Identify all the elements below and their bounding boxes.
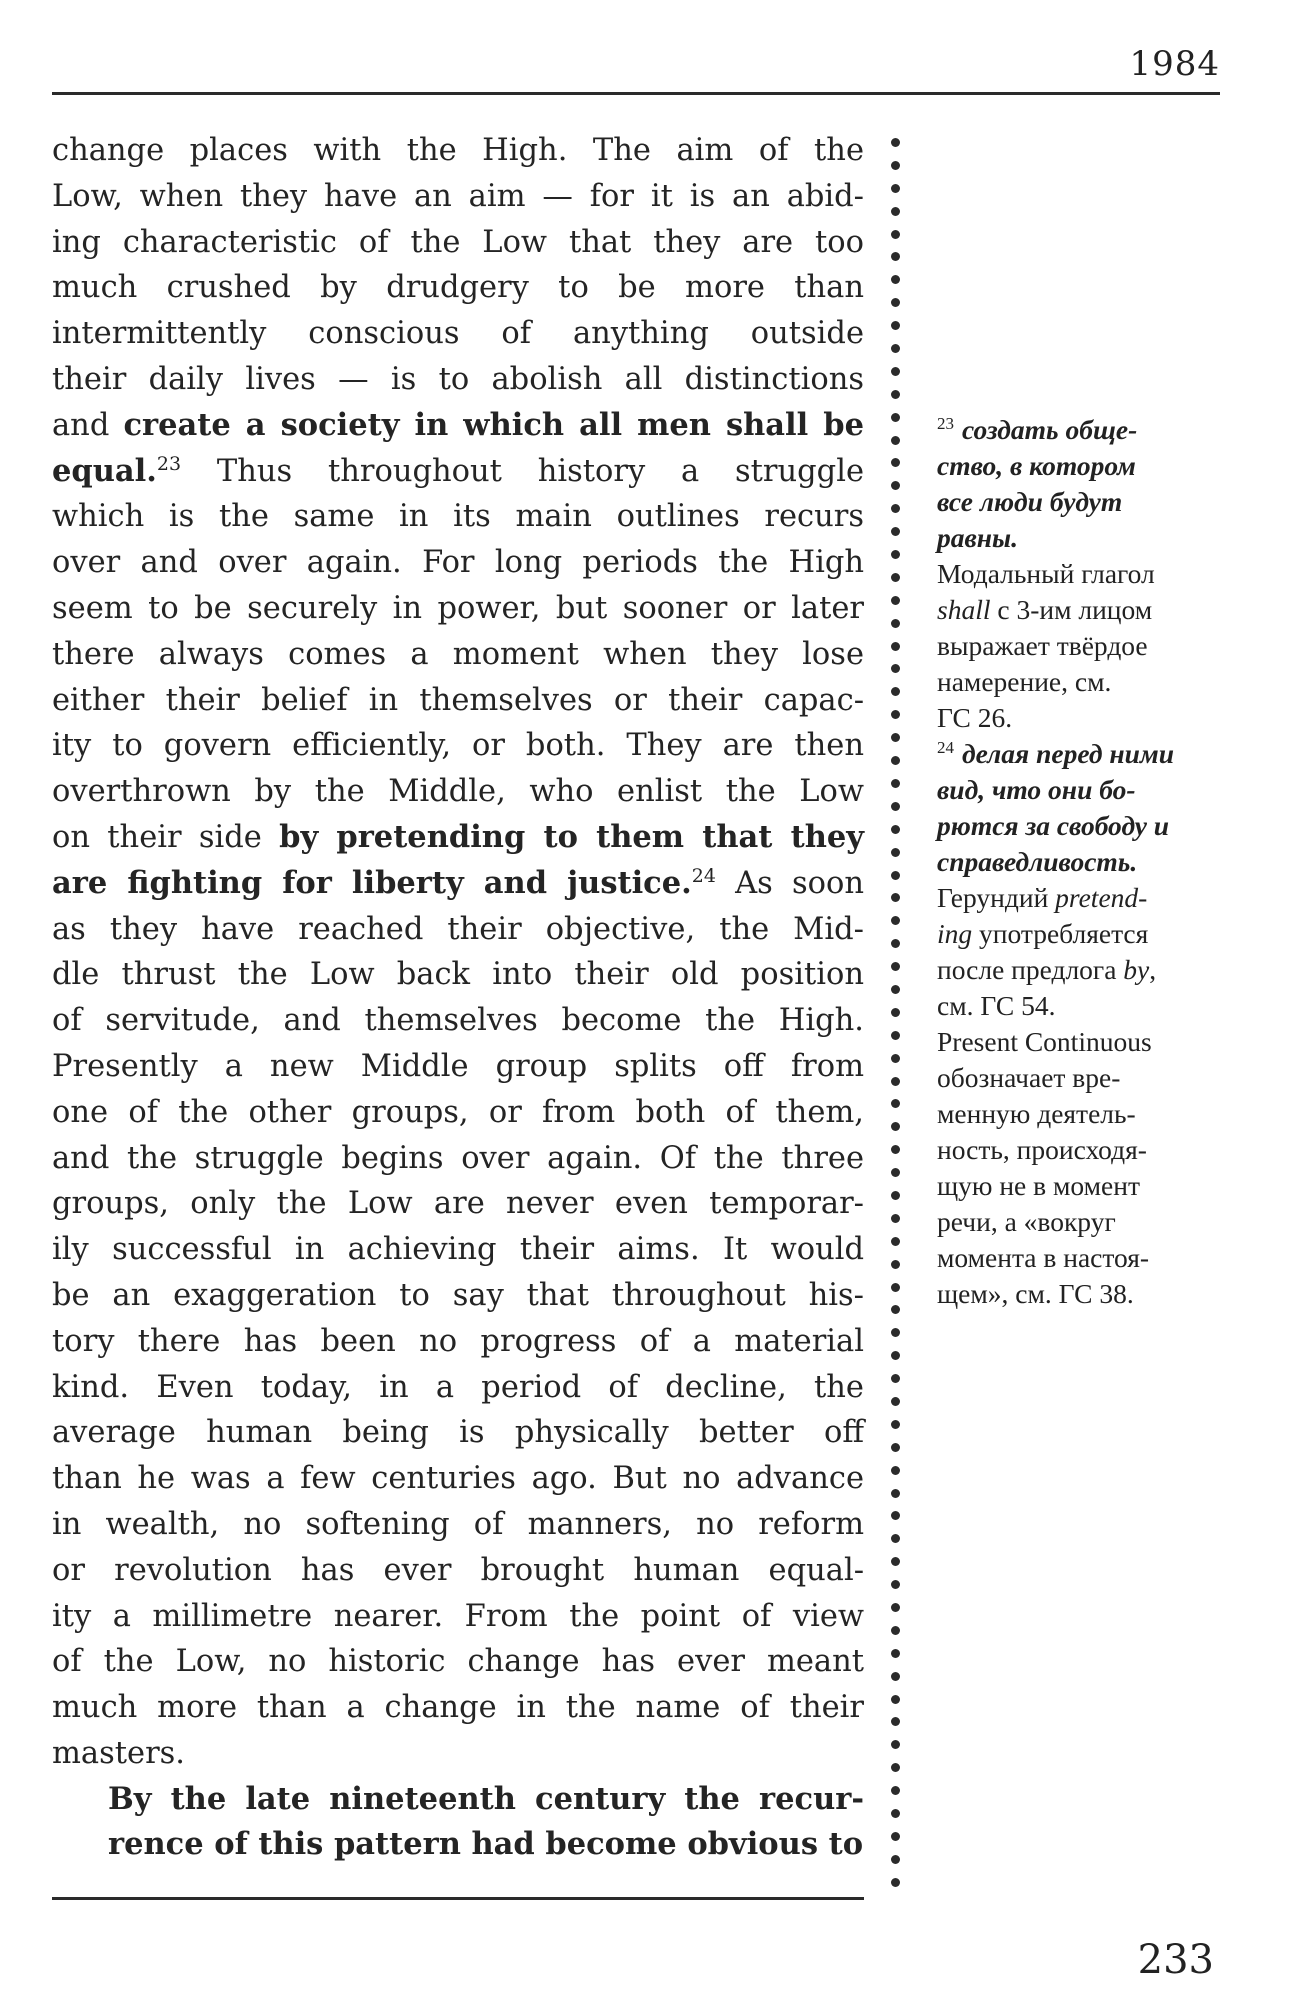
footnote-comment-line: Герундий pretend- [937,882,1148,913]
footnote-comment-line: щую не в момент [937,1170,1140,1201]
text-line: average human being is physically better off [52,1415,864,1451]
divider-dot [891,298,900,307]
text-line: their daily lives — is to abolish all distinctions [52,361,864,397]
emphasized-phrase: rence of this pattern had become obvious to [108,1826,864,1863]
divider-dot [891,664,900,673]
divider-dot [891,321,900,330]
text-line: or revolution has ever brought human equal- [52,1552,864,1588]
footnote-translation-line [937,412,1237,448]
text-line: ity to govern efficiently, or both. They are then [52,728,864,764]
bottom-rule [52,1897,864,1900]
divider-dot [891,252,900,261]
running-head [52,40,1220,95]
divider-dot [891,1740,900,1749]
paragraph-1 [52,128,864,1777]
divider-dot [891,161,900,170]
footnote-translation-line [937,448,1237,484]
divider-dot [891,1443,900,1452]
text-line: intermittently conscious of anything outside [52,316,864,352]
divider-dot [891,1580,900,1589]
footnote-comment-line: обозначает вре- [937,1062,1121,1093]
text-line: there always comes a moment when they lose [52,636,864,672]
divider-dot [891,504,900,513]
text-line [52,1822,864,1868]
divider-dot [891,939,900,948]
footnote-comment-line: после предлога by, [937,954,1157,985]
divider-dot [891,1374,900,1383]
divider-dot [891,550,900,559]
divider-dot [891,1603,900,1612]
footnote-translation-line [937,808,1237,844]
divider-dot [891,710,900,719]
footnote-comment-line: речи, а «вокруг [937,1206,1116,1237]
text-line: dle thrust the Low back into their old position [52,957,864,993]
text-line: than he was a few centuries ago. But no advance [52,1461,864,1497]
page-number: 233 [1137,1937,1214,1983]
divider-dot [891,871,900,880]
divider-dot [891,1717,900,1726]
divider-dot [891,1466,900,1475]
running-title: 1984 [1129,44,1220,84]
footnote-24 [937,736,1237,1312]
text-line: change places with the High. The aim of the [52,133,864,168]
main-text-column [52,128,864,1868]
divider-dot [891,687,900,696]
footnote-23 [937,412,1237,736]
divider-dot [891,1397,900,1406]
divider-dot [891,458,900,467]
footnote-comment-line: выражает твёрдое [937,630,1148,661]
translation-text: все люди будут [937,486,1123,517]
divider-dot [891,756,900,765]
text-line: masters. [52,1735,185,1771]
divider-dot [891,1626,900,1635]
divider-dot [891,619,900,628]
divider-dot [891,1534,900,1543]
translation-text: рются за свободу и [937,810,1170,841]
divider-dot [891,1305,900,1314]
translation-text: равны. [937,522,1019,553]
divider-dot [891,527,900,536]
footnote-comment-line: намерение, см. [937,666,1112,697]
text-line: ing characteristic of the Low that they are too [52,224,864,260]
divider-dot [891,962,900,971]
divider-dot [891,1031,900,1040]
footnote-comment-line: см. ГС 54. [937,990,1056,1021]
text-line: and create a society in which all men shall be [52,406,864,443]
translation-text: ство, в котором [937,450,1136,481]
text-line: groups, only the Low are never even temporar- [52,1186,864,1222]
text-line: in wealth, no softening of manners, no reform [52,1506,864,1542]
divider-dot [891,985,900,994]
text-line: Presently a new Middle group splits off from [52,1048,864,1084]
text-line: be an exaggeration to say that throughout his- [52,1277,864,1313]
divider-dot [891,779,900,788]
divider-dot [891,390,900,399]
divider-dot [891,1511,900,1520]
divider-dot [891,1237,900,1246]
emphasized-phrase: by pretending to them that they [279,818,864,855]
text-line: either their belief in themselves or their capac- [52,682,864,718]
emphasized-phrase: create a society in which all men shall be [123,406,864,443]
divider-dot [891,1008,900,1017]
divider-dot [891,1351,900,1360]
english-term: shall [937,594,991,625]
text-line: of servitude, and themselves become the High. [52,1003,864,1039]
paragraph-2 [52,1777,864,1869]
english-term: by [1123,954,1150,985]
footnote-translation-line [937,844,1237,880]
text-line [52,1777,864,1823]
divider-dot [891,413,900,422]
divider-dot [891,1214,900,1223]
translation-text: справедливость. [937,846,1138,877]
footnote-translation-line [937,484,1237,520]
divider-dot [891,1283,900,1292]
divider-dot [891,1855,900,1864]
translation-text: создать обще- [962,414,1138,445]
divider-dot [891,1832,900,1841]
text-line: Low, when they have an aim — for it is an abid- [52,178,864,214]
divider-dot [891,344,900,353]
text-line: kind. Even today, in a period of decline, the [52,1369,864,1405]
footnote-translation-line [937,772,1237,808]
divider-dot [891,733,900,742]
divider-dot [891,1260,900,1269]
divider-dot [891,436,900,445]
dotted-column-divider [891,138,903,1901]
footnote-comment-line: Present Continuous [937,1026,1152,1057]
emphasized-phrase: are fighting for liberty and justice. [52,864,692,901]
text-line: equal.$^{23}$ Thus throughout history a struggle [52,452,864,489]
text-line: as they have reached their objective, the Mid- [52,911,864,947]
footnote-translation-line [937,736,1237,772]
margin-notes-column [937,412,1237,1312]
divider-dot [891,802,900,811]
text-line: and the struggle begins over again. Of the three [52,1140,864,1176]
divider-dot [891,1077,900,1086]
translation-text: делая перед ними [962,738,1175,769]
text-line: over and over again. For long periods the High [52,545,864,581]
divider-dot [891,1099,900,1108]
footnote-comment-line: момента в настоя- [937,1242,1150,1273]
divider-dot [891,825,900,834]
divider-dot [891,230,900,239]
footnote-comment-line: менную деятель- [937,1098,1136,1129]
divider-dot [891,1489,900,1498]
divider-dot [891,1809,900,1818]
text-line: ily successful in achieving their aims. It would [52,1232,864,1268]
divider-dot [891,367,900,376]
divider-dot [891,1763,900,1772]
text-line: tory there has been no progress of a material [52,1323,864,1359]
text-line: are fighting for liberty and justice.$^{24}$ As soon [52,864,864,901]
divider-dot [891,1054,900,1063]
divider-dot [891,642,900,651]
divider-dot [891,1672,900,1681]
divider-dot [891,184,900,193]
english-term: ing [937,918,973,949]
footnote-marker: 23 [156,452,182,475]
divider-dot [891,138,900,147]
divider-dot [891,1786,900,1795]
emphasized-phrase: By the late nineteenth century the recur- [108,1780,864,1817]
emphasized-phrase: equal. [52,452,157,489]
text-line: ity a millimetre nearer. From the point of view [52,1598,864,1634]
divider-dot [891,1649,900,1658]
divider-dot [891,893,900,902]
text-line: of the Low, no historic change has ever meant [52,1644,864,1680]
footnote-comment-line: Модальный глагол [937,558,1155,589]
divider-dot [891,916,900,925]
divider-dot [891,1168,900,1177]
divider-dot [891,1328,900,1337]
footnote-comment-line: ing употребляется [937,918,1149,949]
footnote-translation-line [937,520,1237,556]
divider-dot [891,207,900,216]
text-line: overthrown by the Middle, who enlist the Low [52,774,864,810]
text-line: which is the same in its main outlines recurs [52,499,864,535]
text-line: much crushed by drudgery to be more than [52,270,864,306]
text-line: seem to be securely in power, but sooner or later [52,590,864,626]
divider-dot [891,1122,900,1131]
divider-dot [891,1878,900,1887]
divider-dot [891,1191,900,1200]
divider-dot [891,1557,900,1566]
divider-dot [891,481,900,490]
text-line: on their side by pretending to them that they [52,818,864,855]
footnote-number: 23 [937,413,954,433]
text-line: much more than a change in the name of their [52,1690,864,1726]
footnote-comment-line: щем», см. ГС 38. [937,1278,1134,1309]
english-term: pretend- [1055,882,1148,913]
divider-dot [891,596,900,605]
text-line: one of the other groups, or from both of them, [52,1094,864,1130]
divider-dot [891,1145,900,1154]
footnote-comment-line: shall с 3-им лицом [937,594,1153,625]
divider-dot [891,573,900,582]
divider-dot [891,1420,900,1429]
divider-dot [891,848,900,857]
footnote-comment-line: ность, происходя- [937,1134,1147,1165]
divider-dot [891,1695,900,1704]
divider-dot [891,275,900,284]
footnote-number: 24 [937,737,954,757]
translation-text: вид, что они бо- [937,774,1136,805]
footnote-marker: 24 [691,864,716,887]
footnote-comment-line: ГС 26. [937,702,1013,733]
